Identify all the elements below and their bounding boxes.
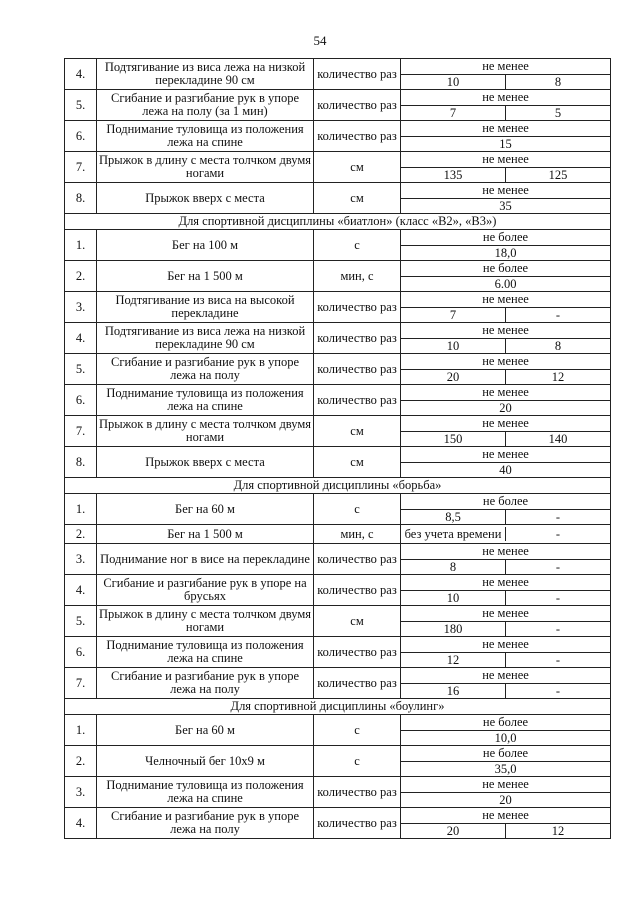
exercise-name: Прыжок в длину с места толчком двумя ногами [97, 152, 314, 183]
condition-label: не менее [401, 606, 610, 622]
condition-label: не менее [401, 323, 610, 339]
norm-value: 180 [443, 622, 463, 636]
norm-value: 35,0 [494, 762, 517, 776]
norm-value: - [505, 527, 610, 541]
exercise-name: Бег на 1 500 м [97, 525, 314, 544]
unit-cell: с [314, 746, 401, 777]
row-number: 2. [65, 746, 97, 777]
norm-value: 20 [446, 370, 460, 384]
condition-label: не более [401, 261, 610, 277]
table-row [65, 152, 611, 183]
row-number: 1. [65, 494, 97, 525]
values-row [401, 527, 610, 541]
norm-value: - [505, 684, 610, 698]
value-cell [401, 777, 611, 808]
row-number: 3. [65, 777, 97, 808]
row-number: 1. [65, 715, 97, 746]
table-row [65, 525, 611, 544]
row-number: 4. [65, 323, 97, 354]
exercise-name: Сгибание и разгибание рук в упоре лежа на полу [97, 668, 314, 699]
row-number: 6. [65, 385, 97, 416]
exercise-name: Сгибание и разгибание рук в упоре лежа на полу [97, 808, 314, 839]
row-number: 4. [65, 808, 97, 839]
unit-cell: количество раз [314, 121, 401, 152]
norm-value: 12 [505, 370, 610, 384]
unit-cell: количество раз [314, 777, 401, 808]
section-title: Для спортивной дисциплины «биатлон» (класс «В2», «В3») [65, 214, 611, 230]
norm-value: 16 [446, 684, 460, 698]
table-row [65, 183, 611, 214]
values-row [401, 793, 610, 807]
norm-value: 8 [449, 560, 457, 574]
condition-label: не менее [401, 183, 610, 199]
values-row [401, 401, 610, 415]
unit-cell: мин, с [314, 525, 401, 544]
row-number: 5. [65, 606, 97, 637]
norm-value: - [505, 560, 610, 574]
values-row [401, 106, 610, 120]
norm-value: 10 [446, 339, 460, 353]
condition-label: не менее [401, 292, 610, 308]
table-row [65, 494, 611, 525]
table-row [65, 416, 611, 447]
value-cell [401, 323, 611, 354]
value-cell [401, 544, 611, 575]
norm-value: 150 [443, 432, 463, 446]
value-cell [401, 59, 611, 90]
table-row [65, 354, 611, 385]
unit-cell: количество раз [314, 323, 401, 354]
norm-value: - [505, 622, 610, 636]
value-cell [401, 292, 611, 323]
norm-value: 8 [505, 339, 610, 353]
value-cell [401, 385, 611, 416]
values-row [401, 168, 610, 182]
value-cell [401, 354, 611, 385]
exercise-name: Челночный бег 10х9 м [97, 746, 314, 777]
exercise-name: Поднимание туловища из положения лежа на спине [97, 121, 314, 152]
section-title: Для спортивной дисциплины «борьба» [65, 478, 611, 494]
condition-label: не менее [401, 90, 610, 106]
condition-label: не менее [401, 544, 610, 560]
value-cell [401, 746, 611, 777]
norm-value: без учета времени [404, 527, 502, 541]
condition-label: не менее [401, 447, 610, 463]
norm-value: - [505, 653, 610, 667]
exercise-name: Сгибание и разгибание рук в упоре лежа на полу (за 1 мин) [97, 90, 314, 121]
row-number: 1. [65, 230, 97, 261]
condition-label: не менее [401, 777, 610, 793]
value-cell [401, 606, 611, 637]
value-cell [401, 416, 611, 447]
row-number: 6. [65, 637, 97, 668]
norm-value: 7 [449, 308, 457, 322]
values-row [401, 684, 610, 698]
norm-value: 10 [446, 591, 460, 605]
unit-cell: количество раз [314, 575, 401, 606]
norm-value: - [505, 591, 610, 605]
values-row [401, 560, 610, 574]
table-row [65, 777, 611, 808]
unit-cell: количество раз [314, 90, 401, 121]
norm-value: 10,0 [494, 731, 517, 745]
value-cell [401, 261, 611, 292]
unit-cell: количество раз [314, 385, 401, 416]
unit-cell: с [314, 715, 401, 746]
row-number: 3. [65, 292, 97, 323]
value-cell [401, 230, 611, 261]
norm-value: 8,5 [445, 510, 461, 524]
values-row [401, 246, 610, 260]
value-cell [401, 715, 611, 746]
table-row [65, 90, 611, 121]
table-row [65, 59, 611, 90]
table-row [65, 292, 611, 323]
condition-label: не более [401, 715, 610, 731]
row-number: 7. [65, 416, 97, 447]
table-row [65, 230, 611, 261]
norm-value: 7 [449, 106, 457, 120]
norm-value: - [505, 510, 610, 524]
exercise-name: Сгибание и разгибание рук в упоре лежа на полу [97, 354, 314, 385]
unit-cell: см [314, 416, 401, 447]
norm-value: 20 [499, 793, 512, 807]
condition-label: не менее [401, 152, 610, 168]
values-row [401, 75, 610, 89]
unit-cell: см [314, 606, 401, 637]
exercise-name: Бег на 60 м [97, 715, 314, 746]
unit-cell: с [314, 494, 401, 525]
condition-label: не менее [401, 354, 610, 370]
values-row [401, 762, 610, 776]
norm-value: 5 [505, 106, 610, 120]
row-number: 8. [65, 183, 97, 214]
values-row [401, 824, 610, 838]
condition-label: не менее [401, 668, 610, 684]
exercise-name: Бег на 1 500 м [97, 261, 314, 292]
exercise-name: Поднимание туловища из положения лежа на спине [97, 637, 314, 668]
norm-value: 18,0 [494, 246, 517, 260]
table-row [65, 668, 611, 699]
section-row [65, 478, 611, 494]
table-row [65, 808, 611, 839]
condition-label: не более [401, 230, 610, 246]
values-row [401, 731, 610, 745]
condition-label: не более [401, 494, 610, 510]
values-row [401, 199, 610, 213]
values-row [401, 622, 610, 636]
row-number: 4. [65, 59, 97, 90]
condition-label: не менее [401, 416, 610, 432]
norm-value: 125 [505, 168, 610, 182]
table-row [65, 121, 611, 152]
row-number: 3. [65, 544, 97, 575]
value-cell [401, 447, 611, 478]
norm-value: 20 [446, 824, 460, 838]
exercise-name: Прыжок в длину с места толчком двумя ногами [97, 416, 314, 447]
exercise-name: Прыжок в длину с места толчком двумя ногами [97, 606, 314, 637]
table-row [65, 746, 611, 777]
values-row [401, 432, 610, 446]
values-row [401, 370, 610, 384]
table-row [65, 447, 611, 478]
section-row [65, 214, 611, 230]
exercise-name: Бег на 60 м [97, 494, 314, 525]
value-cell [401, 494, 611, 525]
value-cell [401, 637, 611, 668]
norm-value: 15 [499, 137, 512, 151]
value-cell [401, 575, 611, 606]
unit-cell: количество раз [314, 637, 401, 668]
condition-label: не менее [401, 808, 610, 824]
table-row [65, 323, 611, 354]
values-row [401, 277, 610, 291]
unit-cell: количество раз [314, 808, 401, 839]
section-title: Для спортивной дисциплины «боулинг» [65, 699, 611, 715]
values-row [401, 463, 610, 477]
value-cell [401, 808, 611, 839]
row-number: 2. [65, 261, 97, 292]
table-row [65, 544, 611, 575]
norm-value: - [505, 308, 610, 322]
values-row [401, 591, 610, 605]
value-cell [401, 668, 611, 699]
norm-value: 40 [499, 463, 512, 477]
row-number: 7. [65, 152, 97, 183]
row-number: 7. [65, 668, 97, 699]
unit-cell: количество раз [314, 292, 401, 323]
row-number: 5. [65, 354, 97, 385]
table-row [65, 385, 611, 416]
exercise-name: Подтягивание из виса лежа на низкой перекладине 90 см [97, 323, 314, 354]
norm-value: 12 [505, 824, 610, 838]
table-row [65, 637, 611, 668]
table-row [65, 606, 611, 637]
value-cell [401, 525, 611, 544]
value-cell [401, 121, 611, 152]
exercise-name: Подтягивание из виса лежа на низкой перекладине 90 см [97, 59, 314, 90]
row-number: 5. [65, 90, 97, 121]
values-row [401, 137, 610, 151]
norm-value: 135 [443, 168, 463, 182]
page-number: 54 [313, 33, 327, 48]
norm-value: 10 [446, 75, 460, 89]
table-row [65, 575, 611, 606]
exercise-name: Поднимание туловища из положения лежа на спине [97, 385, 314, 416]
condition-label: не менее [401, 385, 610, 401]
unit-cell: с [314, 230, 401, 261]
unit-cell: см [314, 152, 401, 183]
section-row [65, 699, 611, 715]
exercise-name: Подтягивание из виса на высокой перекладине [97, 292, 314, 323]
condition-label: не менее [401, 637, 610, 653]
values-row [401, 653, 610, 667]
unit-cell: см [314, 447, 401, 478]
unit-cell: количество раз [314, 668, 401, 699]
values-row [401, 510, 610, 524]
exercise-name: Поднимание туловища из положения лежа на спине [97, 777, 314, 808]
exercise-name: Сгибание и разгибание рук в упоре на брусьях [97, 575, 314, 606]
unit-cell: количество раз [314, 544, 401, 575]
standards-table [64, 58, 611, 839]
row-number: 2. [65, 525, 97, 544]
value-cell [401, 90, 611, 121]
table-row [65, 715, 611, 746]
values-row [401, 308, 610, 322]
values-row [401, 339, 610, 353]
row-number: 6. [65, 121, 97, 152]
exercise-name: Бег на 100 м [97, 230, 314, 261]
norm-value: 20 [499, 401, 512, 415]
norm-value: 6.00 [494, 277, 517, 291]
condition-label: не более [401, 746, 610, 762]
exercise-name: Поднимание ног в висе на перекладине [97, 544, 314, 575]
norm-value: 12 [446, 653, 460, 667]
condition-label: не менее [401, 575, 610, 591]
table-row [65, 261, 611, 292]
unit-cell: количество раз [314, 354, 401, 385]
exercise-name: Прыжок вверх с места [97, 183, 314, 214]
row-number: 8. [65, 447, 97, 478]
exercise-name: Прыжок вверх с места [97, 447, 314, 478]
unit-cell: мин, с [314, 261, 401, 292]
norm-value: 35 [499, 199, 512, 213]
condition-label: не менее [401, 121, 610, 137]
norm-value: 8 [505, 75, 610, 89]
value-cell [401, 152, 611, 183]
unit-cell: см [314, 183, 401, 214]
unit-cell: количество раз [314, 59, 401, 90]
norm-value: 140 [505, 432, 610, 446]
row-number: 4. [65, 575, 97, 606]
condition-label: не менее [401, 59, 610, 75]
value-cell [401, 183, 611, 214]
